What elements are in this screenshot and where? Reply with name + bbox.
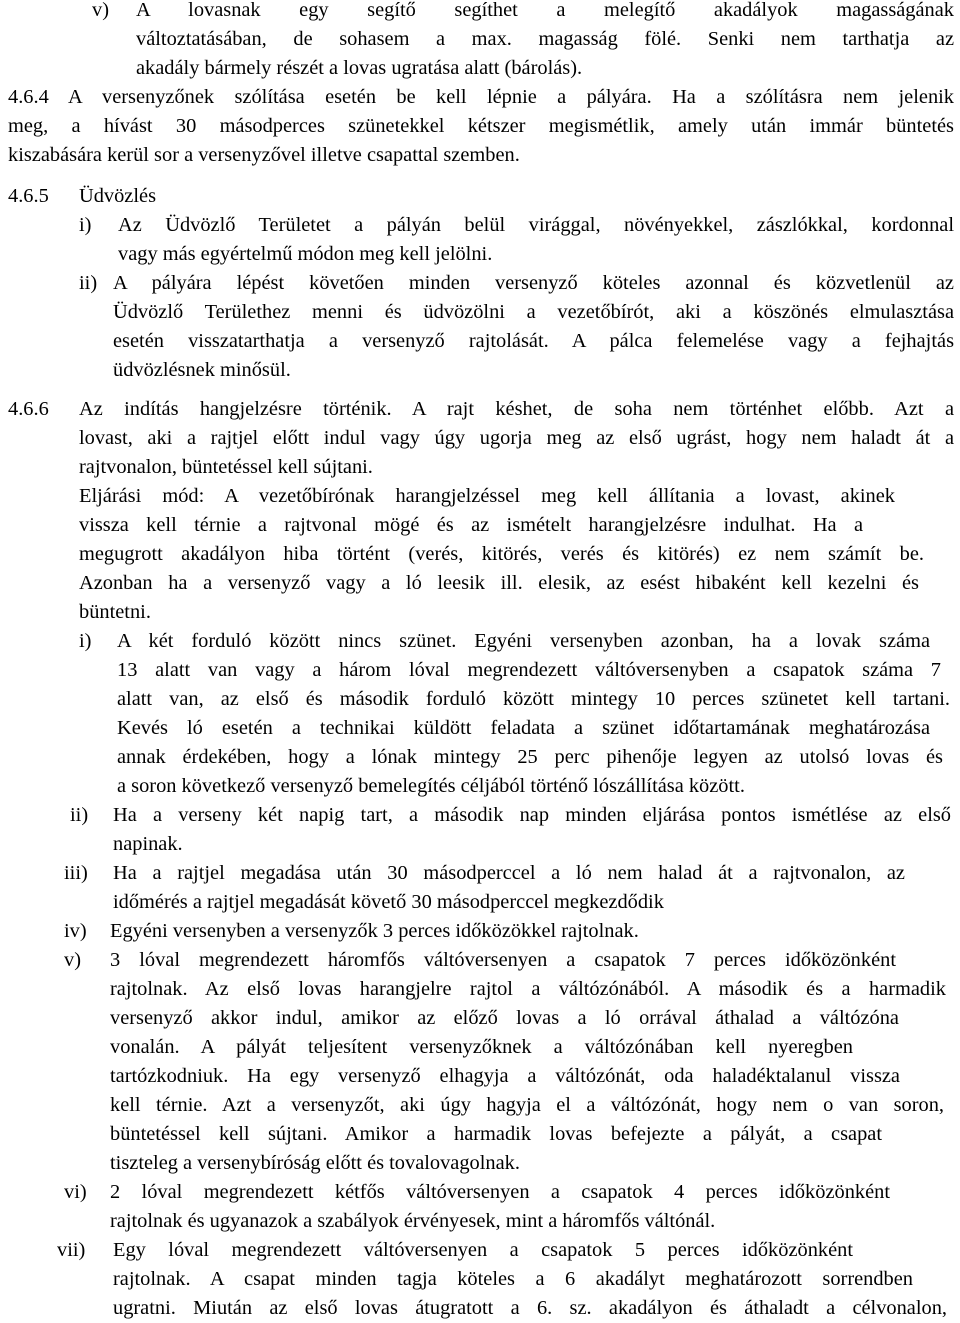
paragraph-line: akadály bármely részét a lovas ugratása alatt (bárolás).	[136, 57, 583, 79]
paragraph-line: meg, a hívást 30 másodperces szünetekkel kétszer megismétlik, amely után immár büntetés	[8, 115, 954, 137]
paragraph-line: kiszabására kerül sor a versenyzővel illetve csapattal szemben.	[8, 144, 520, 166]
paragraph-line: rajtolnak és ugyanazok a szabályok érvényesek, mint a háromfős váltónál.	[110, 1210, 716, 1232]
paragraph-line: változtatásában, de sohasem a max. magasság fölé. Senki nem tarthatja az	[136, 28, 954, 50]
item-label: iv)	[64, 920, 87, 942]
paragraph-line: A lovasnak egy segítő segíthet a melegítő akadályok magasságának	[136, 0, 954, 21]
paragraph-line: megugrott akadályon hiba történt (verés, kitörés, verés és kitörés) ez nem számít be.	[79, 543, 924, 565]
item-label: iii)	[64, 862, 88, 884]
paragraph-line: a soron következő versenyző bemelegítés céljából történő lószállítása között.	[117, 775, 745, 797]
paragraph-line: rajtvonalon, büntetéssel kell sújtani.	[79, 456, 373, 478]
paragraph-line: annak érdekében, hogy a lónak mintegy 25 perc pihenője legyen az utolsó lovas és	[117, 746, 943, 768]
paragraph-line: 3 lóval megrendezett háromfős váltóversenyen a csapatok 7 perces időközönként	[110, 949, 896, 971]
paragraph-line: Eljárási mód: A vezetőbírónak harangjelzéssel meg kell állítania a lovast, akinek	[79, 485, 895, 507]
item-label: vi)	[64, 1181, 87, 1203]
paragraph-line: Üdvözlő Területhez menni és üdvözölni a vezetőbírót, aki a köszönés elmulasztása	[113, 301, 954, 323]
paragraph-line: Kevés ló esetén a technikai küldött feladata a szünet időtartamának meghatározása	[117, 717, 930, 739]
item-label: v)	[64, 949, 81, 971]
paragraph-line: A két forduló között nincs szünet. Egyéni versenyben azonban, ha a lovak száma	[117, 630, 930, 652]
paragraph-line: versenyző akkor indul, amikor az előző lovas a ló orrával áthalad a váltózóna	[110, 1007, 899, 1029]
paragraph-line: rajtolnak. Az első lovas harangjelre rajtol a váltózónából. A második és a harmadik	[110, 978, 946, 1000]
paragraph-line: alatt van, az első és második forduló között mintegy 10 perces szünetet kell tartani.	[117, 688, 950, 710]
paragraph-line: ugratni. Miután az első lovas átugratott a 6. sz. akadályon és áthaladt a célvonalon,	[113, 1297, 947, 1319]
paragraph-line: 4.6.4 A versenyzőnek szólítása esetén be kell lépnie a pályára. Ha a szólításra nem jelenik	[8, 86, 954, 108]
item-label: v)	[92, 0, 109, 21]
paragraph-line: 13 alatt van vagy a három lóval megrendezett váltóversenyben a csapatok száma 7	[117, 659, 941, 681]
paragraph-line: vagy más egyértelmű módon meg kell jelölni.	[118, 243, 493, 265]
paragraph-line: büntetéssel kell sújtani. Amikor a harmadik lovas befejezte a pályát, a csapat	[110, 1123, 882, 1145]
section-number: 4.6.6	[8, 398, 49, 420]
paragraph-line: rajtolnak. A csapat minden tagja köteles a 6 akadályt meghatározott sorrendben	[113, 1268, 913, 1290]
paragraph-line: Egy lóval megrendezett váltóversenyen a csapatok 5 perces időközönként	[113, 1239, 853, 1261]
paragraph-line: lovast, aki a rajtjel előtt indul vagy úgy ugorja meg az első ugrást, hogy nem haladt át a	[79, 427, 954, 449]
item-label: ii)	[70, 804, 89, 826]
item-label: vii)	[57, 1239, 86, 1261]
paragraph-line: Azonban ha a versenyző vagy a ló leesik ill. elesik, az esést hibaként kell kezelni és	[79, 572, 919, 594]
item-label: ii)	[79, 272, 98, 294]
paragraph-line: esetén visszatarthatja a versenyző rajtolását. A pálca felemelése vagy a fejhajtás	[113, 330, 954, 352]
paragraph-line: vissza kell térnie a rajtvonal mögé és az ismételt harangjelzésre indulhat. Ha a	[79, 514, 863, 536]
paragraph-line: Egyéni versenyben a versenyzők 3 perces időközökkel rajtolnak.	[110, 920, 639, 942]
item-label: i)	[79, 630, 92, 652]
paragraph-line: Ha a verseny két napig tart, a második nap minden eljárása pontos ismétlése az első	[113, 804, 951, 826]
paragraph-line: kell térnie. Azt a versenyzőt, aki úgy hagyja el a váltózónát, hogy nem o van soron,	[110, 1094, 944, 1116]
paragraph-line: büntetni.	[79, 601, 151, 623]
item-label: i)	[79, 214, 92, 236]
paragraph-line: tartózkodniuk. Ha egy versenyző elhagyja a váltózónát, oda haladéktalanul vissza	[110, 1065, 900, 1087]
paragraph-line: 2 lóval megrendezett kétfős váltóversenyen a csapatok 4 perces időközönként	[110, 1181, 890, 1203]
paragraph-line: napinak.	[113, 833, 183, 855]
section-number: 4.6.5	[8, 185, 49, 207]
paragraph-line: üdvözlésnek minősül.	[113, 359, 291, 381]
paragraph-line: Az indítás hangjelzésre történik. A rajt késhet, de soha nem történhet előbb. Azt a	[79, 398, 954, 420]
paragraph-line: tiszteleg a versenybíróság előtt és tovalovagolnak.	[110, 1152, 520, 1174]
paragraph-line: vonalán. A pályát teljesítent versenyzőknek a váltózónában kell nyeregben	[110, 1036, 853, 1058]
paragraph-line: Az Üdvözlő Területet a pályán belül virággal, növényekkel, zászlókkal, kordonnal	[118, 214, 954, 236]
section-title: Üdvözlés	[79, 185, 157, 207]
paragraph-line: A pályára lépést követően minden versenyző köteles azonnal és közvetlenül az	[113, 272, 954, 294]
paragraph-line: időmérés a rajtjel megadását követő 30 másodperccel megkezdődik	[113, 891, 664, 913]
paragraph-line: Ha a rajtjel megadása után 30 másodperccel a ló nem halad át a rajtvonalon, az	[113, 862, 905, 884]
